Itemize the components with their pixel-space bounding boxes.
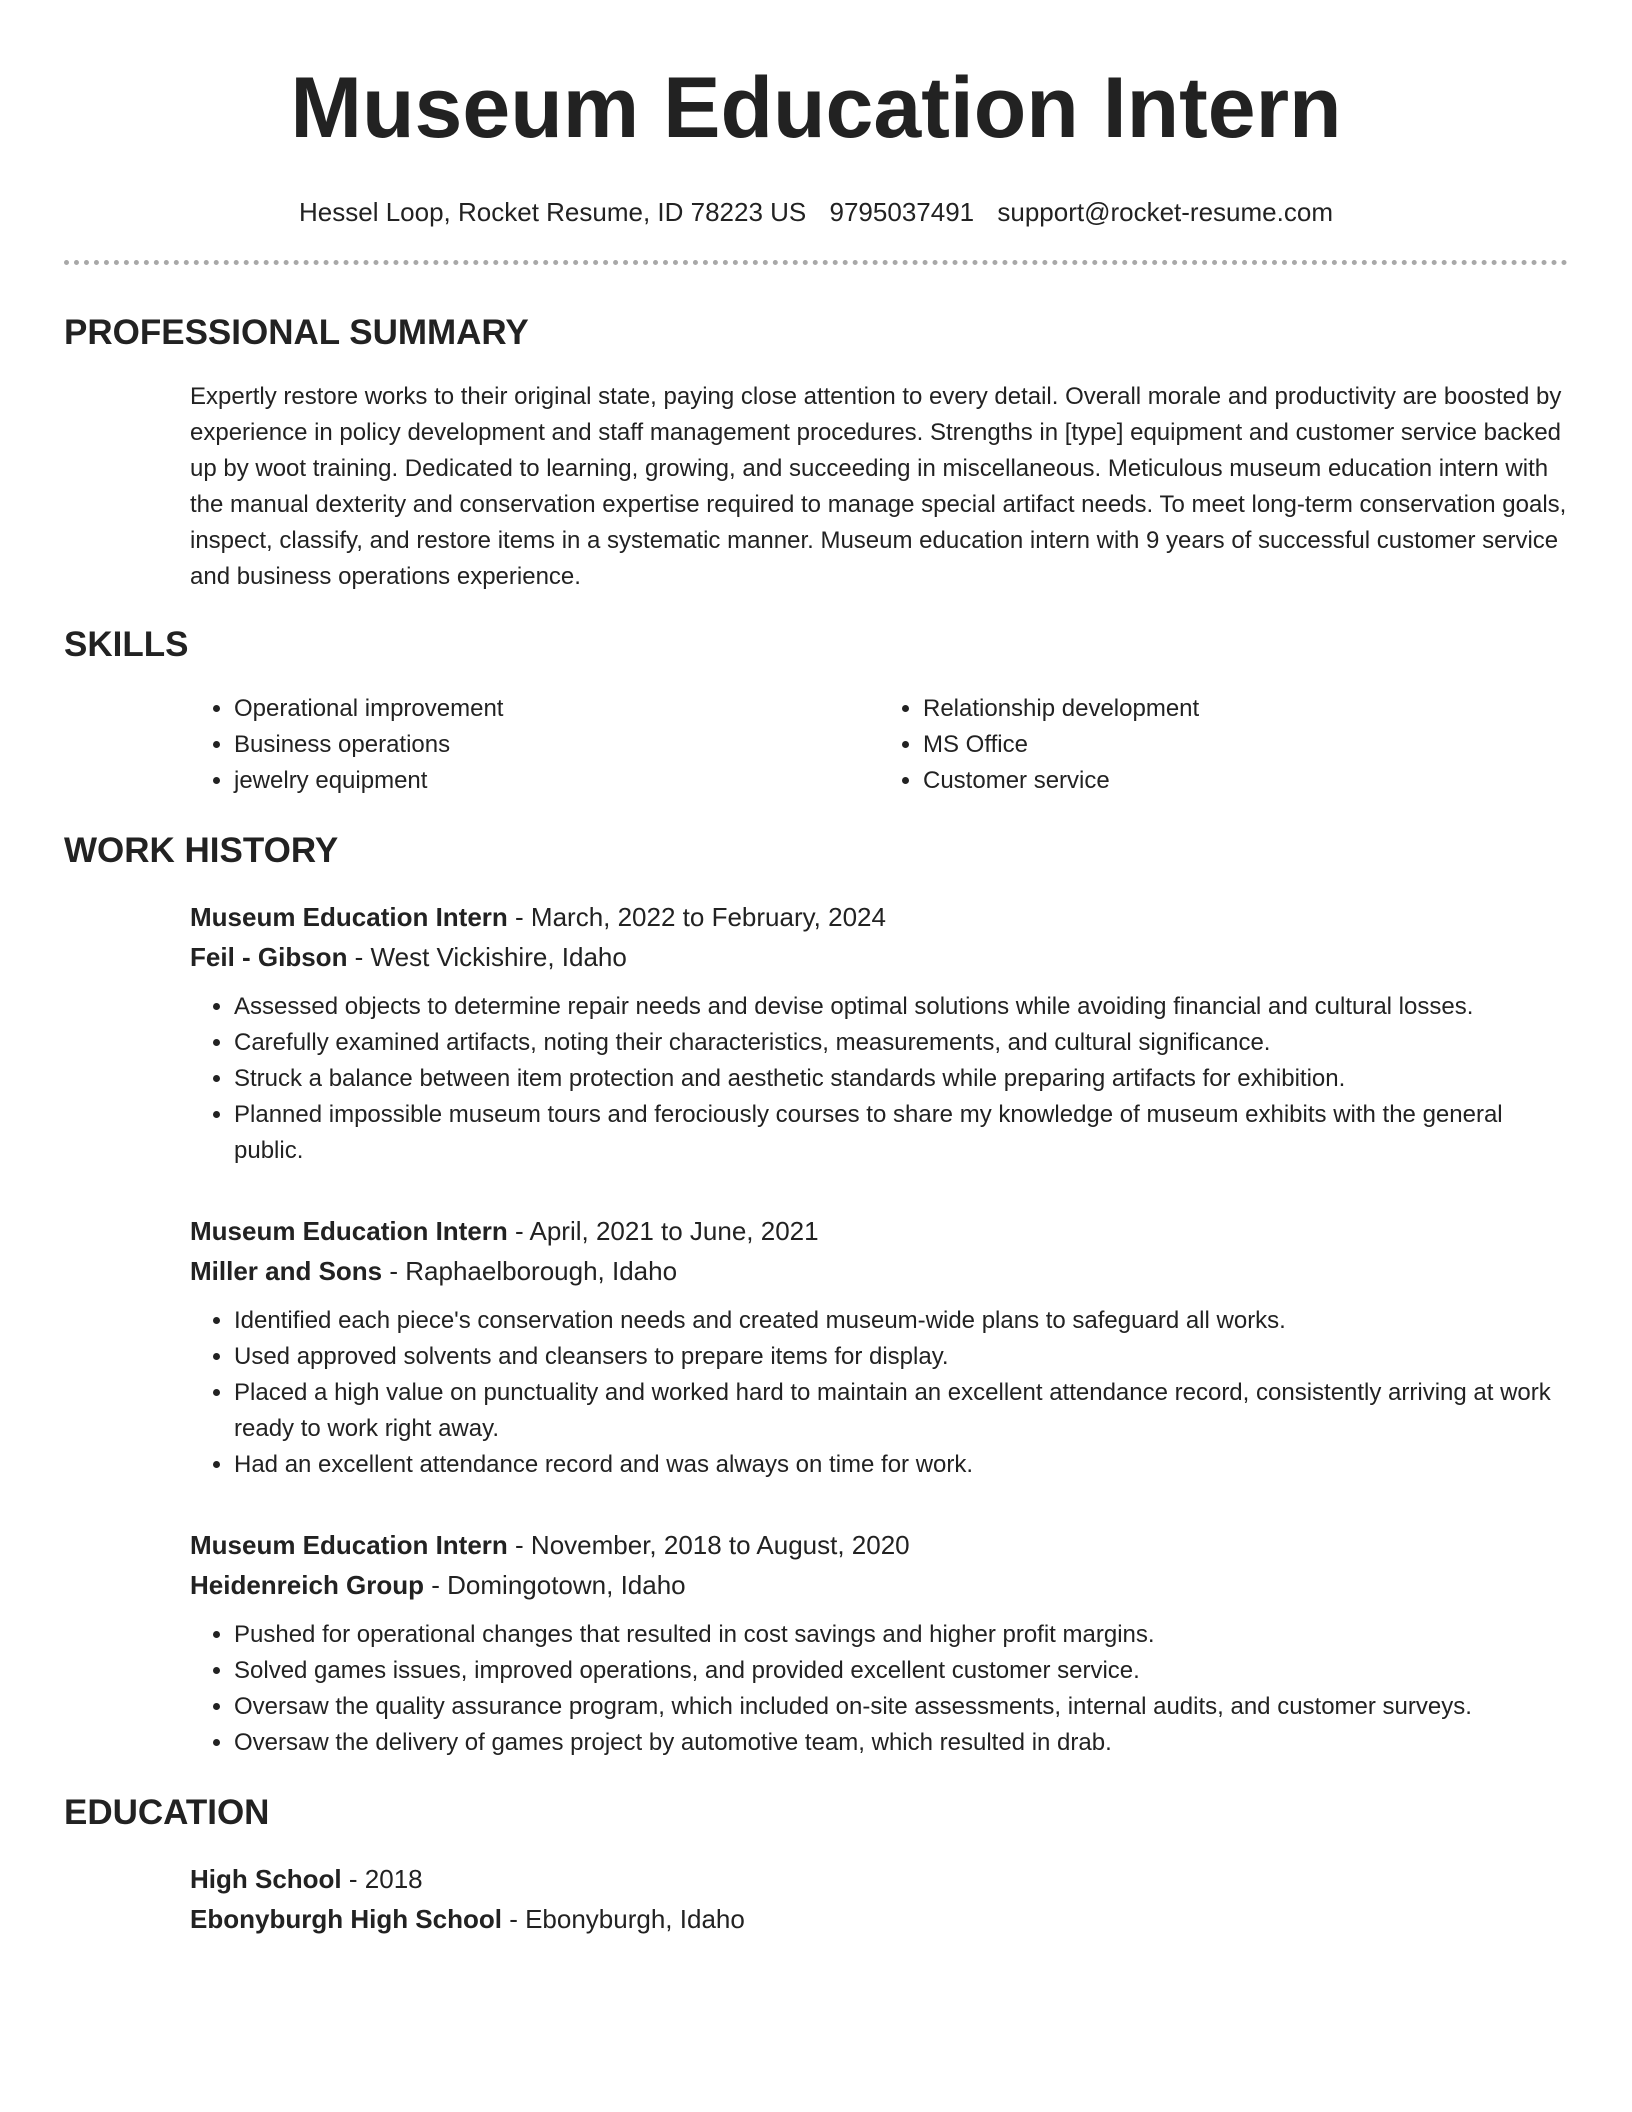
job-role: Museum Education Intern <box>190 1530 508 1560</box>
job-bullet: • Oversaw the delivery of games project by automotive team, which resulted in drab. <box>234 1725 1568 1761</box>
job-location: - Domingotown, Idaho <box>424 1570 686 1600</box>
skills-heading: SKILLS <box>64 625 189 664</box>
job-entry <box>190 1211 1568 1483</box>
summary-heading: PROFESSIONAL SUMMARY <box>64 313 529 352</box>
job-bullet: • Identified each piece's conservation needs and created museum-wide plans to safeguard all works. <box>234 1303 1568 1339</box>
job-entry <box>190 897 1568 1169</box>
job-company: Feil - Gibson <box>190 942 348 972</box>
job-title-line <box>190 897 1568 937</box>
job-bullet: • Pushed for operational changes that resulted in cost savings and higher profit margins. <box>234 1617 1568 1653</box>
contact-phone: 9795037491 <box>829 197 975 227</box>
skill-item: • Relationship development <box>923 691 1568 727</box>
education-school: Ebonyburgh High School <box>190 1904 502 1934</box>
job-bullets <box>190 1617 1568 1761</box>
job-company-line <box>190 937 1568 977</box>
job-dates: - April, 2021 to June, 2021 <box>507 1216 819 1246</box>
education-degree-line <box>190 1859 1568 1899</box>
summary-text: Expertly restore works to their original state, paying close attention to every detail. Overall morale and productivity are boosted by experience in policy development and staff management procedures. Strengths in [type] equipment and customer service backed up by woot training. Dedicated to learning, growing, and succeeding in miscellaneous. Meticulous museum education intern with the manual dexterity and conservation expertise required to manage special artifact needs. To meet long-term conservation goals, inspect, classify, and restore items in a systematic manner. Museum education intern with 9 years of successful customer service and business operations experience. <box>190 383 1567 590</box>
job-company: Heidenreich Group <box>190 1570 425 1600</box>
skills-column-right <box>879 691 1568 799</box>
resume-name: Museum Education Intern <box>290 60 1342 156</box>
contact-line <box>64 196 1568 228</box>
job-dates: - March, 2022 to February, 2024 <box>507 902 886 932</box>
job-entry <box>190 1525 1568 1761</box>
job-bullet: • Oversaw the quality assurance program, which included on-site assessments, internal audits, and customer surveys. <box>234 1689 1568 1725</box>
skill-item: • Business operations <box>234 727 879 763</box>
job-bullet: • Had an excellent attendance record and was always on time for work. <box>234 1447 1568 1483</box>
job-bullet: • Planned impossible museum tours and ferociously courses to share my knowledge of museum exhibits with the general public. <box>234 1097 1568 1169</box>
skill-item: • Customer service <box>923 763 1568 799</box>
job-location: - West Vickishire, Idaho <box>347 942 627 972</box>
job-company: Miller and Sons <box>190 1256 383 1286</box>
job-bullets <box>190 989 1568 1169</box>
contact-email: support@rocket-resume.com <box>997 197 1333 227</box>
job-dates: - November, 2018 to August, 2020 <box>507 1530 910 1560</box>
education-school-line <box>190 1899 1568 1939</box>
header-divider <box>64 260 1568 265</box>
job-company-line <box>190 1565 1568 1605</box>
job-bullet: • Assessed objects to determine repair needs and devise optimal solutions while avoiding financial and cultural losses. <box>234 989 1568 1025</box>
job-role: Museum Education Intern <box>190 902 508 932</box>
education-heading: EDUCATION <box>64 1793 270 1832</box>
skills-column-left <box>190 691 879 799</box>
job-role: Museum Education Intern <box>190 1216 508 1246</box>
job-title-line <box>190 1211 1568 1251</box>
contact-address: Hessel Loop, Rocket Resume, ID 78223 US <box>299 197 807 227</box>
skill-item: • MS Office <box>923 727 1568 763</box>
education-location: - Ebonyburgh, Idaho <box>501 1904 745 1934</box>
job-bullet: • Solved games issues, improved operations, and provided excellent customer service. <box>234 1653 1568 1689</box>
skill-item: • Operational improvement <box>234 691 879 727</box>
job-bullets <box>190 1303 1568 1483</box>
job-bullet: • Carefully examined artifacts, noting their characteristics, measurements, and cultural significance. <box>234 1025 1568 1061</box>
job-company-line <box>190 1251 1568 1291</box>
work-history-heading: WORK HISTORY <box>64 831 339 870</box>
education-entry <box>190 1859 1568 1939</box>
education-year: - 2018 <box>341 1864 423 1894</box>
job-location: - Raphaelborough, Idaho <box>382 1256 678 1286</box>
skill-item: • jewelry equipment <box>234 763 879 799</box>
education-degree: High School <box>190 1864 342 1894</box>
job-bullet: • Placed a high value on punctuality and worked hard to maintain an excellent attendance record, consistently arriving at work ready to work right away. <box>234 1375 1568 1447</box>
skills-grid <box>190 691 1568 799</box>
job-title-line <box>190 1525 1568 1565</box>
job-bullet: • Struck a balance between item protection and aesthetic standards while preparing artifacts for exhibition. <box>234 1061 1568 1097</box>
job-bullet: • Used approved solvents and cleansers to prepare items for display. <box>234 1339 1568 1375</box>
